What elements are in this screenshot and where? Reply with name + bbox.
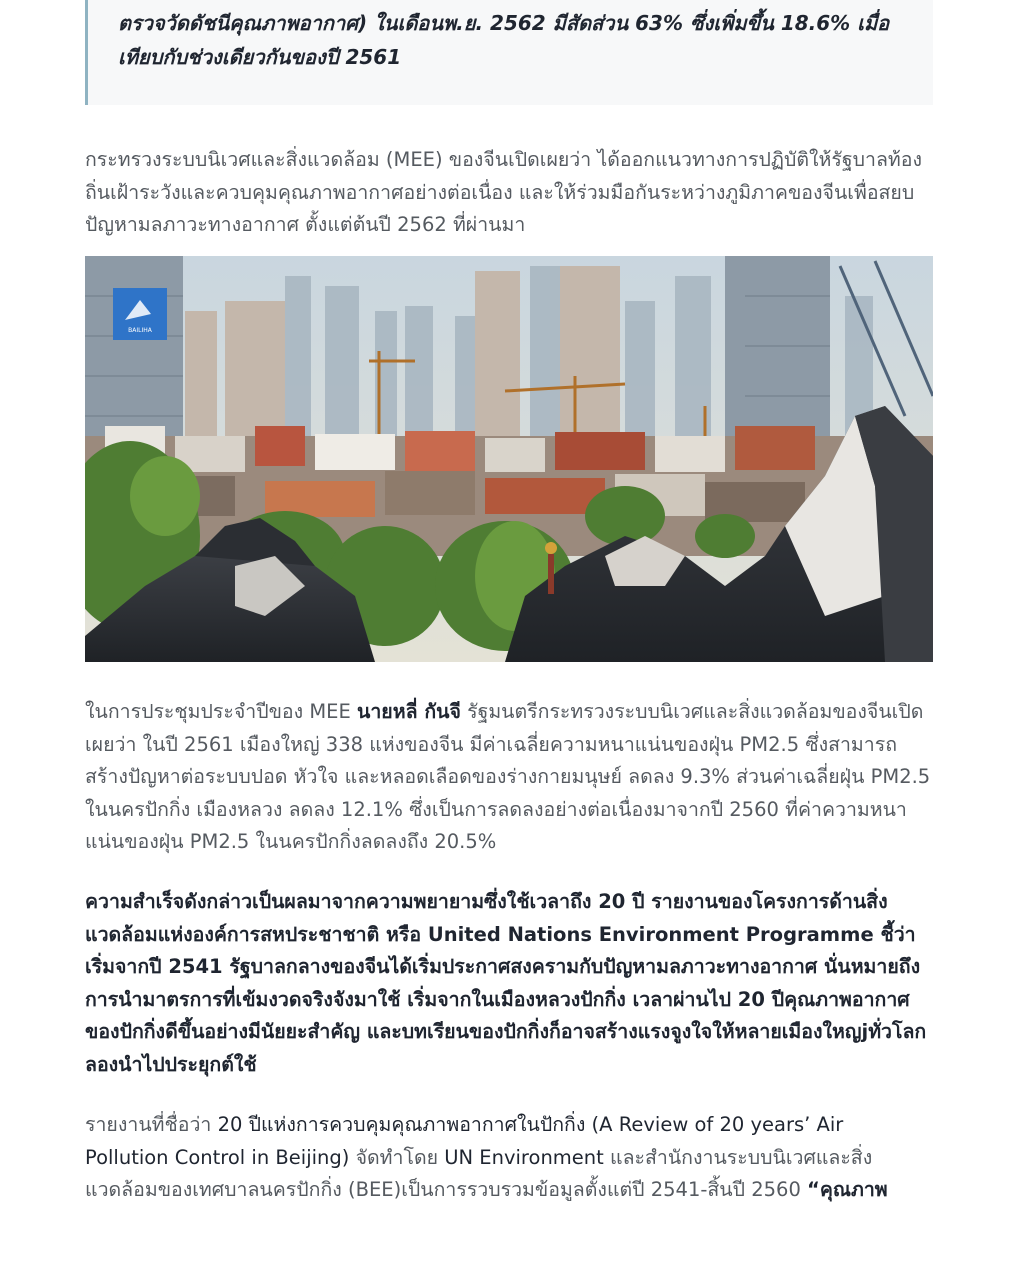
city-skyline-illustration (85, 256, 933, 662)
p2-rest: รัฐมนตรีกระทรวงระบบนิเวศและสิ่งแวดล้อมของจีนเปิดเผยว่า ในปี 2561 เมืองใหญ่ 338 แห่งของจีน มีค่าเฉลี่ยความหนาแน่นของฝุ่น PM2.5 ซึ่งสามารถสร้างปัญหาต่อระบบปอด หัวใจ และหลอดเลือดของร่างกายมนุษย์ ลดลง 9.3% ส่วนค่าเฉลี่ยฝุ่น PM2.5 ในนครปักกิ่ง เมืองหลวง ลดลง 12.1% ซึ่งเป็นการลดลงอย่างต่อเนื่องมาจากปี 2560 ที่ค่าความหนาแน่นของฝุ่น PM2.5 ในนครปักกิ่งลดลงถึง 20.5% (85, 700, 931, 853)
p4-tail: “คุณภาพ (807, 1178, 888, 1201)
paragraph-bold-summary: ความสำเร็จดังกล่าวเป็นผลมาจากความพยายามซึ่งใช้เวลาถึง 20 ปี รายงานของโครงการด้านสิ่งแวดล้อมแห่งองค์การสหประชาชาติ หรือ United Nations Environment Programme ชี้ว่าเริ่มจากปี 2541 รัฐบาลกลางของจีนได้เริ่มประกาศสงครามกับปัญหามลภาวะทางอากาศ นั่นหมายถึงการนำมาตรการที่เข้มงวดจริงจังมาใช้ เริ่มจากในเมืองหลวงปักกิ่ง เวลาผ่านไป 20 ปีคุณภาพอากาศของปักกิ่งดีขึ้นอย่างมีนัยยะสำคัญ และบทเรียนของปักกิ่งก็อาจสร้างแรงจูงใจให้หลายเมืองใหญjทั่วโลกลองนำไปประยุกต์ใช้ (85, 890, 927, 1076)
paragraph-report (85, 1109, 933, 1207)
p2-lead: ในการประชุมประจำปีของ MEE (85, 700, 358, 723)
minister-name: นายหลี่ กันจี (357, 700, 461, 723)
article-photo (85, 256, 933, 662)
report-org: UN Environment (444, 1145, 604, 1169)
article-body (85, 0, 933, 1201)
pull-quote-text: ตรวจวัดดัชนีคุณภาพอากาศ) ในเดือนพ.ย. 2562 มีสัดส่วน 63% ซึ่งเพิ่มขึ้น 18.6% เมื่อเทียบกับช่วงเดียวกันของปี 2561 (118, 11, 890, 69)
p4-mid2: และสำนักงานระบบนิเวศและสิ่งแวดล้อมของเทศบาลนครปักกิ่ง (BEE)เป็นการรวบรวมข้อมูลตั้งแต่ปี 2541-สิ้นปี 2560 (85, 1145, 873, 1201)
paragraph-minister-statement (85, 696, 933, 859)
bailiha-logo-text: BAILIHA (128, 327, 152, 334)
pull-quote (85, 0, 933, 105)
report-title: 20 ปีแห่งการควบคุมคุณภาพอากาศในปักกิ่ง (A Review of 20 years’ Air Pollution Control in Beijing) (85, 1113, 844, 1169)
p4-lead: รายงานที่ชื่อว่า (85, 1113, 218, 1136)
p4-mid1: จัดทำโดย (349, 1145, 445, 1169)
paragraph-intro: กระทรวงระบบนิเวศและสิ่งแวดล้อม (MEE) ของจีนเปิดเผยว่า ได้ออกแนวทางการปฏิบัติให้รัฐบาลท้องถิ่นเฝ้าระวังและควบคุมคุณภาพอากาศอย่างต่อเนื่อง และให้ร่วมมือกันระหว่างภูมิภาคของจีนเพื่อสยบปัญหามลภาวะทางอากาศ ตั้งแต่ต้นปี 2562 ที่ผ่านมา (85, 148, 922, 236)
